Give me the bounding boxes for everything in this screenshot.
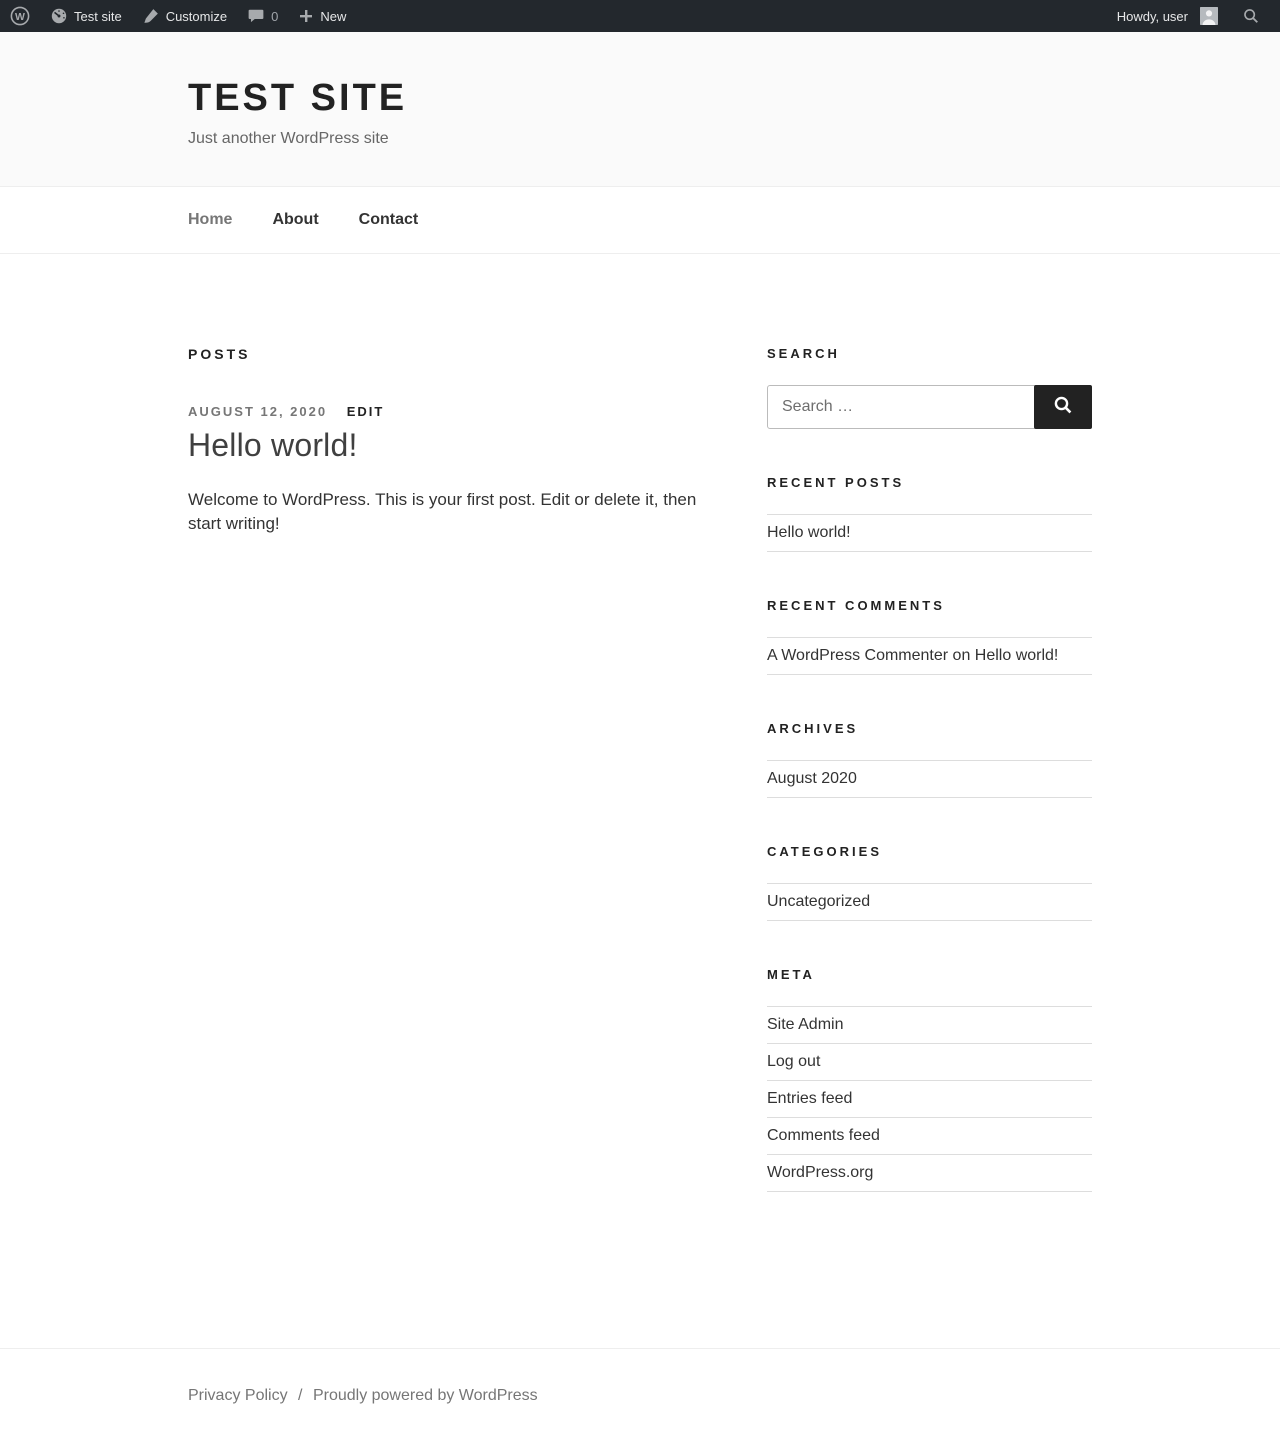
comments-feed-link[interactable]: Comments feed <box>767 1126 880 1144</box>
customize-label: Customize <box>165 8 228 24</box>
post-date-link[interactable]: AUGUST 12, 2020 <box>188 403 328 419</box>
list-item <box>767 1006 1092 1043</box>
main-content <box>0 254 1280 1348</box>
svg-text:W: W <box>15 11 25 23</box>
list-item <box>767 1080 1092 1117</box>
customize-button[interactable] <box>132 0 237 32</box>
categories-widget <box>767 844 1092 921</box>
search-icon <box>1052 394 1074 419</box>
primary-navigation <box>0 186 1280 254</box>
recent-comments-title: RECENT COMMENTS <box>767 597 945 613</box>
new-label: New <box>320 8 347 24</box>
recent-comment-link[interactable]: A WordPress Commenter on Hello world! <box>767 646 1059 664</box>
howdy-label: Howdy, user <box>1116 8 1188 24</box>
category-link[interactable]: Uncategorized <box>767 892 871 910</box>
user-avatar <box>1200 7 1218 25</box>
search-submit-button[interactable] <box>1034 385 1092 429</box>
recent-posts-widget <box>767 475 1092 552</box>
dashboard-gauge-icon <box>50 7 68 25</box>
meta-widget <box>767 967 1092 1192</box>
admin-bar-left <box>0 0 356 32</box>
plus-icon <box>298 8 314 24</box>
recent-comments-widget <box>767 598 1092 675</box>
meta-title: META <box>767 966 815 982</box>
powered-by-link[interactable]: Proudly powered by WordPress <box>312 1386 538 1404</box>
paintbrush-icon <box>142 7 160 25</box>
archives-widget <box>767 721 1092 798</box>
wordpress-menu-button[interactable] <box>0 0 40 32</box>
recent-post-link[interactable]: Hello world! <box>767 523 851 541</box>
archives-title: ARCHIVES <box>767 720 859 736</box>
site-admin-link[interactable]: Site Admin <box>767 1015 844 1033</box>
wordpress-org-link[interactable]: WordPress.org <box>767 1163 874 1181</box>
list-item <box>767 1043 1092 1080</box>
posts-column <box>188 346 713 1238</box>
site-name-label: Test site <box>74 8 122 24</box>
comments-count: 0 <box>271 8 279 24</box>
list-item <box>767 514 1092 551</box>
nav-item-home[interactable]: Home <box>188 210 233 228</box>
comment-bubble-icon <box>247 7 265 25</box>
list-item <box>767 760 1092 797</box>
log-out-link[interactable]: Log out <box>767 1052 821 1070</box>
admin-bar-right <box>1101 0 1280 32</box>
list-item <box>767 883 1092 920</box>
admin-search-icon[interactable] <box>1232 0 1270 32</box>
page-title: POSTS <box>188 345 251 362</box>
search-form <box>767 385 1092 429</box>
entry-meta <box>188 404 713 419</box>
list-item <box>767 1154 1092 1191</box>
list-item <box>767 637 1092 674</box>
nav-item-about[interactable]: About <box>272 210 319 228</box>
search-widget-title: SEARCH <box>767 345 840 361</box>
site-tagline: Just another WordPress site <box>188 129 389 147</box>
post-article <box>188 404 713 537</box>
recent-posts-title: RECENT POSTS <box>767 474 905 490</box>
admin-bar <box>0 0 1280 32</box>
admin-bar-site-name[interactable] <box>40 0 132 32</box>
sidebar <box>767 346 1092 1238</box>
post-title-link[interactable]: Hello world! <box>188 426 358 463</box>
archive-link[interactable]: August 2020 <box>767 769 857 787</box>
list-item <box>767 1117 1092 1154</box>
search-widget <box>767 346 1092 429</box>
site-footer <box>0 1348 1280 1445</box>
post-body: Welcome to WordPress. This is your first post. Edit or delete it, then start writing! <box>188 489 697 534</box>
privacy-policy-link[interactable]: Privacy Policy <box>188 1386 288 1404</box>
wordpress-logo-icon <box>10 6 30 26</box>
entries-feed-link[interactable]: Entries feed <box>767 1089 853 1107</box>
nav-item-contact[interactable]: Contact <box>358 210 419 228</box>
edit-post-link[interactable]: EDIT <box>346 403 385 419</box>
site-title[interactable]: TEST SITE <box>188 77 408 119</box>
new-content-button[interactable] <box>288 0 356 32</box>
my-account-button[interactable] <box>1101 0 1228 32</box>
site-header <box>0 32 1280 186</box>
categories-title: CATEGORIES <box>767 843 882 859</box>
comments-button[interactable] <box>237 0 288 32</box>
footer-separator: / <box>298 1386 303 1404</box>
